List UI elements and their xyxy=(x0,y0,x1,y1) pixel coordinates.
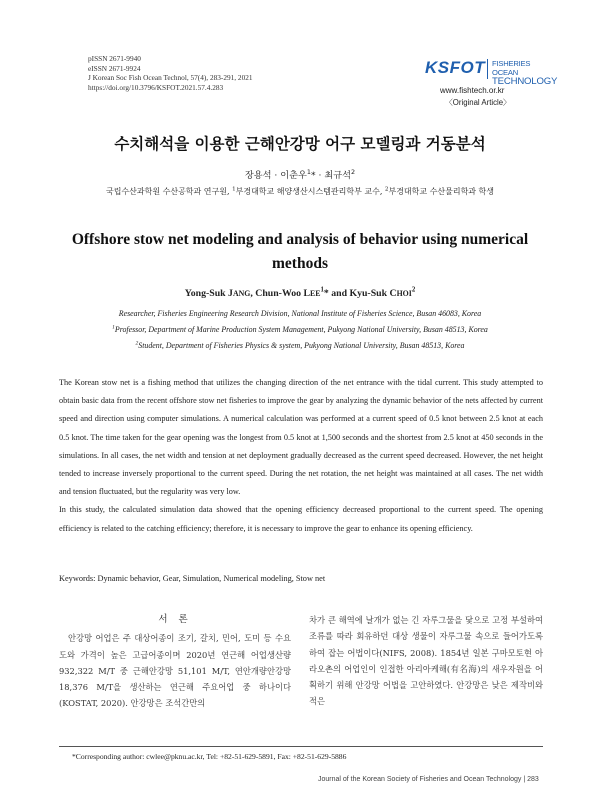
korean-title: 수치해석을 이용한 근해안강망 어구 모델링과 거동분석 xyxy=(114,135,486,153)
keywords: Keywords: Dynamic behavior, Gear, Simulation, Numerical modeling, Stow net xyxy=(59,574,326,583)
affiliation-2: $^1$Professor, Department of Marine Production System Management, Pukyong National University, Busan 48513, Korea xyxy=(112,324,488,334)
affiliation-3: $^2$Student, Department of Fisheries Physics & system, Pukyong National University, Busan 48513, Korea xyxy=(135,340,465,350)
intro-paragraph-left: 안강망 어업은 주 대상어종이 조기, 갈치, 민어, 도미 등 수요도와 가격이 높은 고급어종이며 2020년 연근해 어업생산량 932,322 M/T 중 근해안강망 51,101 M/T, 연안개량안강망 18,376 M/T을 생산하는 연근해 주요어업 중 하나이다(KOSTAT, 2020). 안강망은 조석간만의 xyxy=(59,633,291,709)
korean-affiliations: 국립수산과학원 수산공학과 연구원, $^1$부경대학교 해양생산시스템관리학부 교수, $^2$부경대학교 수산물리학과 학생 xyxy=(105,186,495,196)
eissn: eISSN 2671-9924 xyxy=(88,63,141,73)
article-type: 〈Original Article〉 xyxy=(445,98,511,107)
abstract-paragraph-1: The Korean stow net is a fishing method that utilizes the changing direction of the net entrance with the tidal current. This study attempted to obtain basic data from the recent offshore stow net fisheries to improve the gear by analyzing the dynamic behavior of the nets affected by current speed and direction using computer simulations. A numerical calculation was performed at a current speed of 0.5 knot between 2.5 knot at each 0.5 knot. The time taken for the gear opening was the longest from 0.5 knot at 1,500 seconds and the shortest from 2.5 knot at 450 seconds in the simulations. In all cases, the net width and tension at net deployment gradually decreased as the current speed decreased. However, the net height tended to increase inversely proportional to the current speed. During the net rotation, the net height was maintained at all cases. The net width and tension fluctuated, but the regularity was very low. xyxy=(59,378,543,497)
logo-divider xyxy=(487,59,488,79)
journal-meta xyxy=(88,54,253,92)
logo-mark: KSFOT xyxy=(425,58,486,77)
english-authors: Yong-Suk JANG, Chun-Woo LEE$^1$* and Kyu-Suk CHOI$^2$ xyxy=(184,286,416,299)
journal-url[interactable]: www.fishtech.or.kr xyxy=(440,86,505,95)
page-footer: Journal of the Korean Society of Fisheries and Ocean Technology | 283 xyxy=(318,776,539,783)
intro-paragraph-right: 차가 큰 해역에 날개가 없는 긴 자루그물을 닻으로 고정 부설하여 조류를 따라 회유하던 대상 생물이 자루그물 속으로 들어가도록 하여 잡는 어법이다(NIFS, 2008). 1854년 일본 구마모토현 아라오촌의 어업인이 인접한 아리아케해(有名海)의 새우자원을 어획하기 위해 안강망 어법을 고안하였다. 안강망은 낮은 제작비와 적은 xyxy=(309,615,543,707)
journal-logo xyxy=(425,58,558,87)
english-affiliations xyxy=(40,306,560,354)
right-column xyxy=(309,612,543,710)
corresponding-author-footnote: *Corresponding author: cwlee@pknu.ac.kr, Tel: +82-51-629-5891, Fax: +82-51-629-5886 xyxy=(72,752,347,761)
abstract xyxy=(59,374,543,538)
logo-text xyxy=(492,59,557,86)
citation: J Korean Soc Fish Ocean Technol, 57(4), 283-291, 2021 xyxy=(88,73,253,83)
english-title: Offshore stow net modeling and analysis of behavior using numerical methods xyxy=(71,231,529,272)
doi-link[interactable]: https://doi.org/10.3796/KSFOT.2021.57.4.283 xyxy=(88,82,224,92)
korean-authors: 장용석 · 이춘우$^1$* · 최규석$^2$ xyxy=(244,167,356,181)
logo-line2: TECHNOLOGY xyxy=(492,76,558,87)
footnote-divider xyxy=(59,746,543,747)
abstract-paragraph-2: In this study, the calculated simulation data showed that the opening efficiency decreased proportional to the current speed. The opening efficiency is related to the catching efficiency; therefore, it is necessary to improve the gear to enhance its opening efficiency. xyxy=(59,505,543,533)
left-column xyxy=(59,612,291,712)
section-heading-introduction: 서 론 xyxy=(158,614,192,625)
logo-line1: FISHERIES OCEAN xyxy=(492,59,531,77)
affiliation-1: Researcher, Fisheries Engineering Research Division, National Institute of Fisheries Science, Busan 46083, Korea xyxy=(118,309,482,318)
pissn: pISSN 2671-9940 xyxy=(88,54,141,63)
